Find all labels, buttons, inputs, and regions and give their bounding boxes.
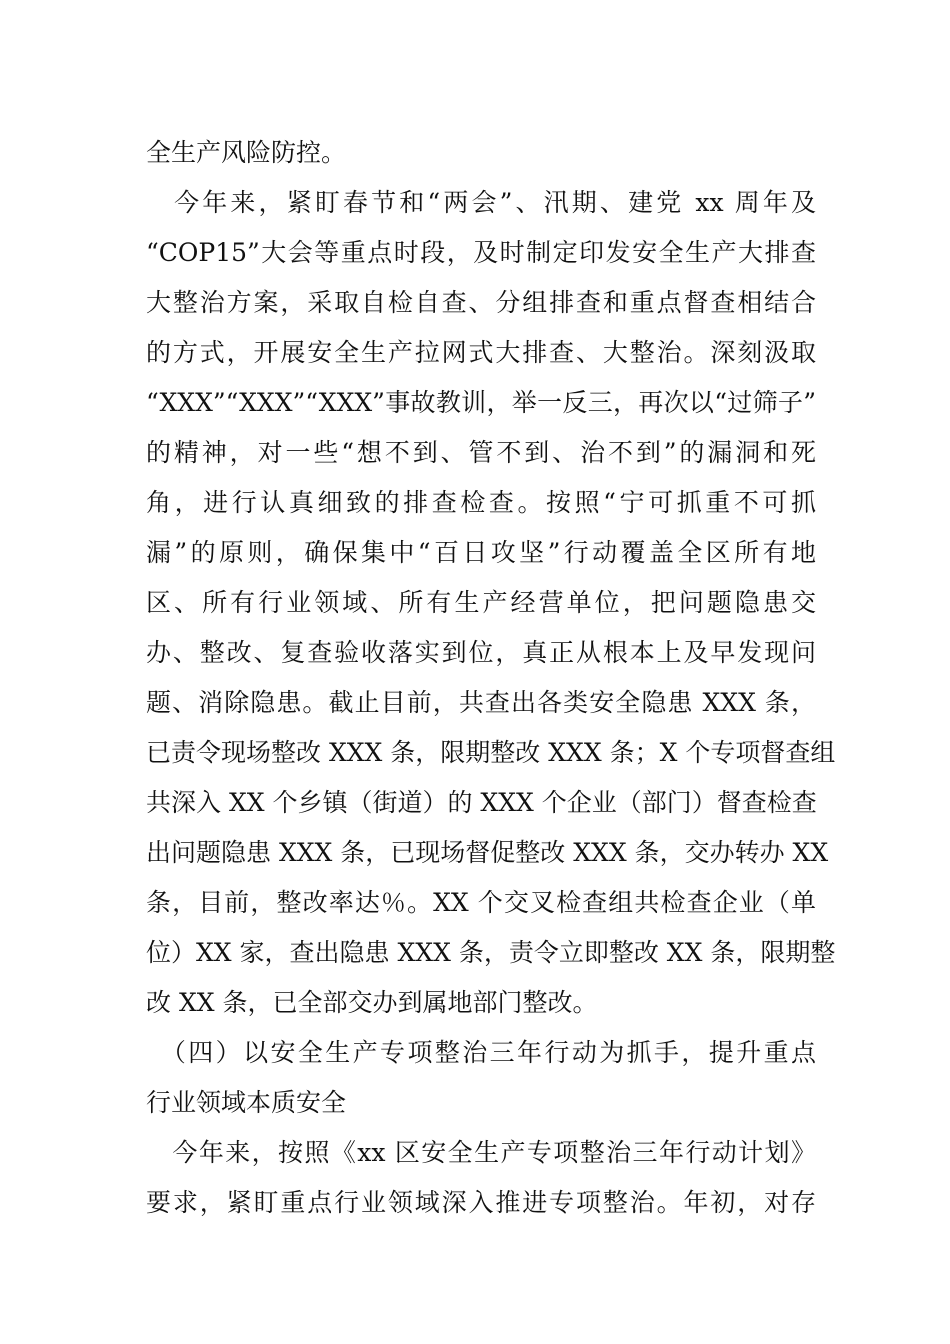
- text-line: “COP15”大会等重点时段，及时制定印发安全生产大排查: [146, 238, 816, 267]
- text-line: 已责令现场整改 XXX 条，限期整改 XXX 条；X 个专项督查组: [146, 738, 836, 767]
- text-line: 今年来，按照《xx 区安全生产专项整治三年行动计划》: [146, 1138, 816, 1167]
- text-line: 条，目前，整改率达％。XX 个交叉检查组共检查企业（单: [146, 888, 816, 917]
- text-line: 题、消除隐患。截止目前，共查出各类安全隐患 XXX 条，: [146, 688, 816, 717]
- text-line: 共深入 XX 个乡镇（街道）的 XXX 个企业（部门）督查检查: [146, 788, 817, 817]
- text-line: 区、所有行业领域、所有生产经营单位，把问题隐患交: [146, 588, 816, 617]
- text-line: “XXX”“XXX”“XXX”事故教训，举一反三，再次以“过筛子”: [146, 388, 816, 417]
- section-heading-line: （四）以安全生产专项整治三年行动为抓手，提升重点: [146, 1038, 816, 1067]
- text-line: 漏”的原则，确保集中“百日攻坚”行动覆盖全区所有地: [146, 538, 816, 567]
- text-line: 角，进行认真细致的排查检查。按照“宁可抓重不可抓: [146, 488, 816, 517]
- text-line: 要求，紧盯重点行业领域深入推进专项整治。年初，对存: [146, 1188, 816, 1217]
- text-line: 大整治方案，采取自检自查、分组排查和重点督查相结合: [146, 288, 816, 317]
- section-heading-line: 行业领域本质安全: [146, 1088, 347, 1117]
- text-line: 的方式，开展安全生产拉网式大排查、大整治。深刻汲取: [146, 338, 816, 367]
- text-line: 出问题隐患 XXX 条，已现场督促整改 XXX 条，交办转办 XX: [146, 838, 829, 867]
- text-line: 改 XX 条，已全部交办到属地部门整改。: [146, 988, 598, 1017]
- text-line: 的精神，对一些“想不到、管不到、治不到”的漏洞和死: [146, 438, 816, 467]
- text-line: 全生产风险防控。: [146, 138, 347, 167]
- text-line: 位）XX 家，查出隐患 XXX 条，责令立即整改 XX 条，限期整: [146, 938, 836, 967]
- text-line: 办、整改、复查验收落实到位，真正从根本上及早发现问: [146, 638, 816, 667]
- text-line: 今年来，紧盯春节和“两会”、汛期、建党 xx 周年及: [146, 188, 816, 217]
- document-body: [146, 128, 836, 1228]
